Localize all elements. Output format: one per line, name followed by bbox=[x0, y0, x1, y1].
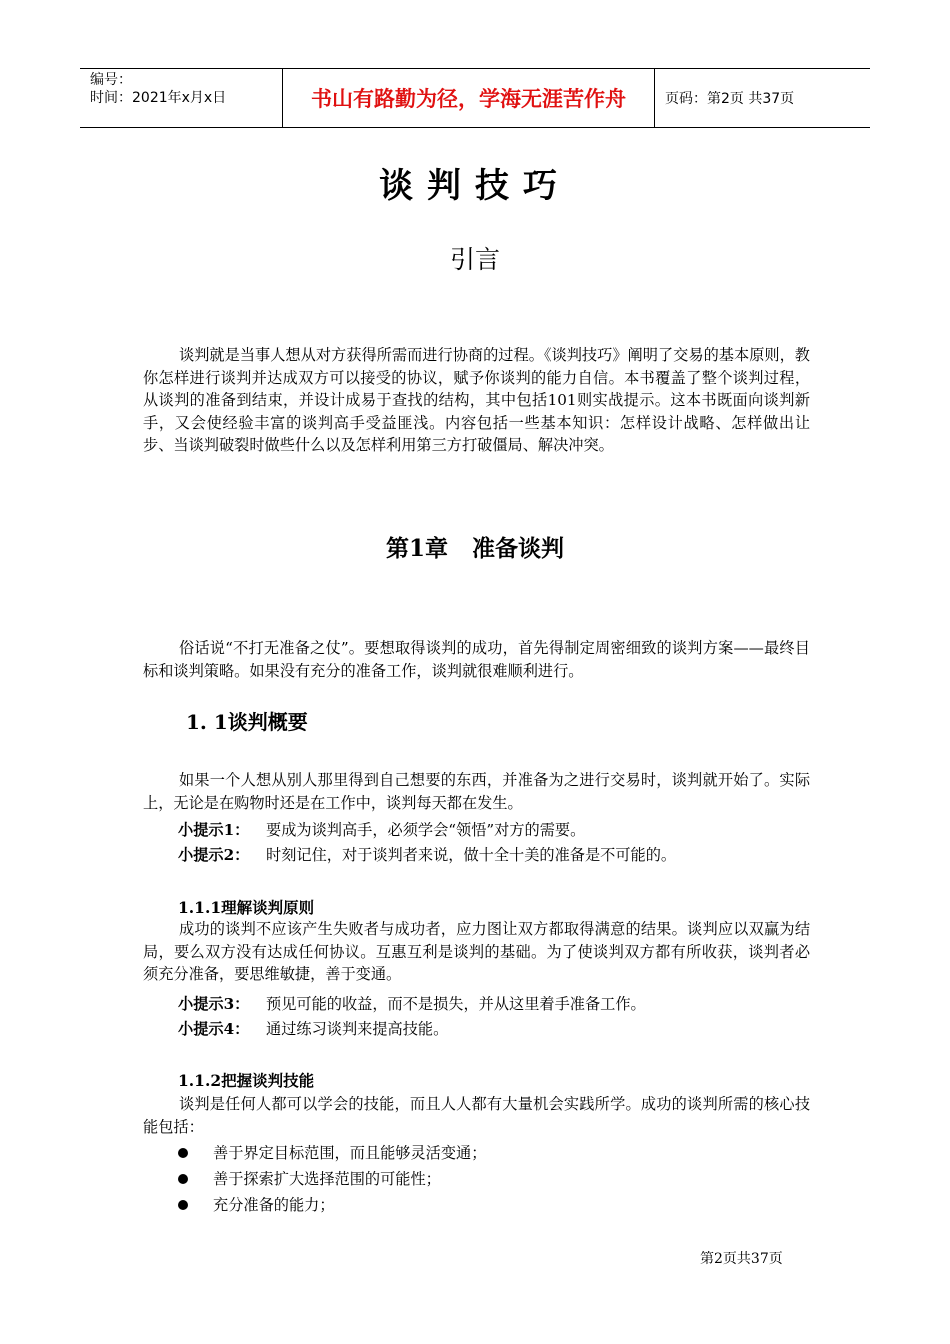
chapter-intro-paragraph: 俗话说“不打无准备之仗”。要想取得谈判的成功，首先得制定周密细致的谈判方案——最终目标和谈判策略。如果没有充分的准备工作，谈判就很难顺利进行。 bbox=[143, 639, 810, 680]
tip-2 bbox=[178, 844, 676, 867]
tip-3 bbox=[178, 993, 646, 1016]
bullet-item bbox=[178, 1194, 335, 1217]
subsection-1-heading: 1.1.1理解谈判原则 bbox=[178, 898, 315, 917]
bullet-item bbox=[178, 1142, 486, 1165]
bullet-text: 善于界定目标范围，而且能够灵活变通； bbox=[213, 1144, 487, 1162]
bullet-text: 充分准备的能力； bbox=[213, 1196, 335, 1214]
bullet-item bbox=[178, 1168, 441, 1191]
chapter-number: 第1章 bbox=[385, 535, 448, 562]
chapter-heading bbox=[0, 530, 950, 563]
page-footer: 第2页共37页 bbox=[700, 1251, 783, 1267]
header-table bbox=[80, 68, 870, 128]
header-motto-cell bbox=[282, 69, 655, 127]
bullet-icon bbox=[178, 1148, 188, 1158]
bullet-text: 善于探索扩大选择范围的可能性； bbox=[213, 1170, 441, 1188]
tip-label: 小提示4： bbox=[178, 1020, 250, 1038]
tip-4 bbox=[178, 1018, 448, 1041]
time-label: 时间：2021年x月x日 bbox=[90, 90, 227, 106]
chapter-title: 准备谈判 bbox=[472, 535, 564, 562]
tip-text: 要成为谈判高手，必须学会“领悟”对方的需要。 bbox=[266, 821, 586, 839]
subsection-2-heading: 1.1.2把握谈判技能 bbox=[178, 1071, 315, 1090]
doc-title: 谈判技巧 bbox=[379, 166, 571, 206]
page-label: 页码：第2页 共37页 bbox=[665, 91, 795, 107]
tip-label: 小提示3： bbox=[178, 995, 250, 1013]
tip-label: 小提示1： bbox=[178, 821, 250, 839]
bullet-icon bbox=[178, 1174, 188, 1184]
tip-label: 小提示2： bbox=[178, 846, 250, 864]
subsection-1-paragraph: 成功的谈判不应该产生失败者与成功者，应力图让双方都取得满意的结果。谈判应以双赢为结局，要么双方没有达成任何协议。互惠互利是谈判的基础。为了使谈判双方都有所收获，谈判者必须充分准备，要思维敏捷，善于变通。 bbox=[143, 920, 810, 984]
header-meta bbox=[80, 69, 282, 127]
section-heading: 1. 1谈判概要 bbox=[186, 710, 308, 734]
section-intro-paragraph: 如果一个人想从别人那里得到自己想要的东西，并准备为之进行交易时，谈判就开始了。实际上，无论是在购物时还是在工作中，谈判每天都在发生。 bbox=[143, 771, 810, 812]
number-label: 编号： bbox=[90, 72, 132, 88]
doc-subtitle: 引言 bbox=[449, 245, 500, 274]
tip-1 bbox=[178, 819, 585, 842]
subsection-2-paragraph: 谈判是任何人都可以学会的技能，而且人人都有大量机会实践所学。成功的谈判所需的核心技能包括： bbox=[143, 1095, 810, 1136]
header-page-cell bbox=[655, 69, 870, 127]
tip-text: 预见可能的收益，而不是损失，并从这里着手准备工作。 bbox=[266, 995, 646, 1013]
intro-paragraph: 谈判就是当事人想从对方获得所需而进行协商的过程。《谈判技巧》阐明了交易的基本原则，教你怎样进行谈判并达成双方可以接受的协议，赋予你谈判的能力自信。本书覆盖了整个谈判过程，从谈判的准备到结束，并设计成易于查找的结构，其中包括101则实战提示。这本书既面向谈判新手，又会使经验丰富的谈判高手受益匪浅。内容包括一些基本知识：怎样设计战略、怎样做出让步、当谈判破裂时做些什么以及怎样利用第三方打破僵局、解决冲突。 bbox=[143, 346, 810, 455]
motto: 书山有路勤为径，学海无涯苦作舟 bbox=[311, 87, 626, 111]
tip-text: 时刻记住，对于谈判者来说，做十全十美的准备是不可能的。 bbox=[266, 846, 677, 864]
bullet-icon bbox=[178, 1200, 188, 1210]
tip-text: 通过练习谈判来提高技能。 bbox=[266, 1020, 449, 1038]
